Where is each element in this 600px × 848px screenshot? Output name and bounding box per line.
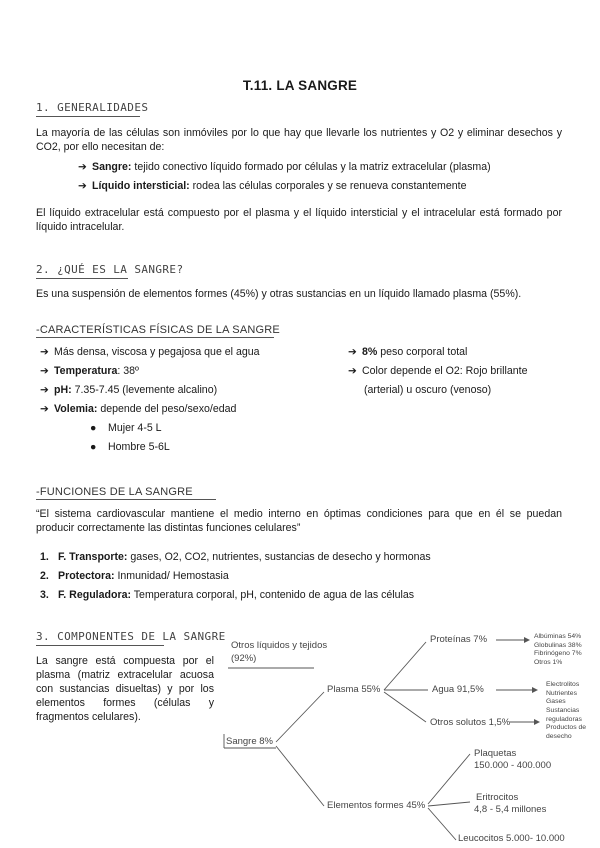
- section-heading-componentes: 3. COMPONENTES DE LA SANGRE: [36, 630, 226, 643]
- componentes-text: La sangre está compuesta por el plasma (matriz extracelular acuosa con sustancias disueltas) y por los elementos formes (células y fragmentos celulares).: [36, 655, 214, 723]
- arrow-right-icon: ➔: [78, 161, 87, 173]
- caracteristica-volemia: ➔ Volemia: depende del peso/sexo/edad: [40, 403, 237, 415]
- volemia-mujer: ● Mujer 4-5 L: [90, 422, 162, 434]
- section-heading-generalidades: 1. GENERALIDADES: [36, 101, 149, 114]
- bullet-icon: ●: [90, 441, 97, 453]
- branch-plasma-proteinas: [384, 642, 426, 690]
- caracteristica-ph: ➔ pH: 7.35-7.45 (levemente alcalino): [40, 384, 218, 396]
- branch-sangre-elementos: [276, 746, 324, 806]
- diagram-agua: Agua 91,5%: [432, 684, 484, 695]
- bullet-icon: ●: [90, 422, 97, 434]
- subheading-funciones: -FUNCIONES DE LA SANGRE: [36, 486, 193, 498]
- diagram-plaquetas-val: 150.000 - 400.000: [474, 760, 552, 771]
- arrowhead-icon: [524, 637, 530, 643]
- branch-elementos-eritrocitos: [428, 802, 470, 806]
- caracteristica-temperatura: ➔ Temperatura: 38º: [40, 365, 139, 377]
- volemia-hombre: ● Hombre 5-6L: [90, 441, 170, 453]
- branch-elementos-leucocitos: [428, 808, 456, 840]
- funcion-transporte: 1. F. Transporte: gases, O2, CO2, nutrientes, sustancias de desecho y hormonas: [40, 551, 431, 563]
- diagram-plasma: Plasma 55%: [327, 684, 381, 695]
- funcion-protectora: 2. Protectora: Inmunidad/ Hemostasia: [40, 570, 229, 582]
- caracteristica-color: ➔ Color depende el O2: Rojo brillante: [348, 365, 528, 377]
- caracteristica-densidad: ➔ Más densa, viscosa y pegajosa que el agua: [40, 346, 260, 358]
- diagram-proteinas-list: Albúminas 54% Globulinas 38% Fibrinógeno 7% Otros 1%: [534, 633, 582, 667]
- diagram-otros-liquidos: Otros líquidos y tejidos: [231, 640, 328, 651]
- diagram-solutos-list: Electrolitos Nutrientes Gases Sustancias reguladoras Productos de desecho: [546, 681, 587, 741]
- diagram-eritrocitos-val: 4,8 - 5,4 millones: [474, 804, 547, 815]
- caracteristica-peso: ➔ 8% peso corporal total: [348, 346, 468, 358]
- arrow-right-icon: ➔: [348, 365, 357, 377]
- diagram-leucocitos: Leucocitos 5.000- 10.000: [458, 833, 565, 844]
- diagram-proteinas: Proteínas 7%: [430, 634, 488, 645]
- generalidades-outro: El líquido extracelular está compuesto por el plasma y el líquido intersticial y el intracelular está formado por líquido intracelular.: [36, 207, 562, 233]
- branch-elementos-plaquetas: [428, 754, 470, 804]
- arrow-right-icon: ➔: [40, 384, 49, 396]
- arrowhead-icon: [532, 687, 538, 693]
- section-heading-que-es: 2. ¿QUÉ ES LA SANGRE?: [36, 263, 184, 276]
- arrow-right-icon: ➔: [348, 346, 357, 358]
- branch-plasma-solutos: [384, 692, 426, 722]
- caracteristica-color-cont: (arterial) u oscuro (venoso): [364, 384, 492, 396]
- arrow-right-icon: ➔: [40, 403, 49, 415]
- funcion-reguladora: 3. F. Reguladora: Temperatura corporal, pH, contenido de agua de las células: [40, 589, 415, 601]
- branch-sangre-plasma: [276, 692, 324, 742]
- diagram-otros-pct: (92%): [231, 653, 257, 664]
- arrowhead-icon: [534, 719, 540, 725]
- arrow-right-icon: ➔: [78, 180, 87, 192]
- arrow-right-icon: ➔: [40, 346, 49, 358]
- funciones-quote: “El sistema cardiovascular mantiene el medio interno en óptimas condiciones para que en él se puedan producir correctamente las distintas funciones celulares”: [36, 508, 562, 534]
- diagram-sangre: Sangre 8%: [226, 736, 274, 747]
- arrow-right-icon: ➔: [40, 365, 49, 377]
- subheading-caracteristicas: -CARACTERÍSTICAS FÍSICAS DE LA SANGRE: [36, 324, 280, 336]
- diagram-elementos: Elementos formes 45%: [327, 800, 426, 811]
- diagram-eritrocitos: Eritrocitos: [476, 792, 519, 803]
- list-item-liquido-intersticial: ➔ Líquido intersticial: rodea las células corporales y se renueva constantemente: [78, 180, 467, 192]
- list-item-sangre: ➔ Sangre: tejido conectivo líquido formado por células y la matriz extracelular (plasma): [78, 161, 491, 173]
- diagram-otros-solutos: Otros solutos 1,5%: [430, 717, 511, 728]
- generalidades-intro: La mayoría de las células son inmóviles por lo que hay que llevarle los nutrientes y O2 y eliminar desechos y CO2, por ello necesitan de:: [36, 127, 562, 153]
- que-es-intro: Es una suspensión de elementos formes (45%) y otras sustancias en un líquido llamado plasma (55%).: [36, 288, 522, 300]
- page-title: T.11. LA SANGRE: [242, 78, 358, 93]
- diagram-plaquetas: Plaquetas: [474, 748, 517, 759]
